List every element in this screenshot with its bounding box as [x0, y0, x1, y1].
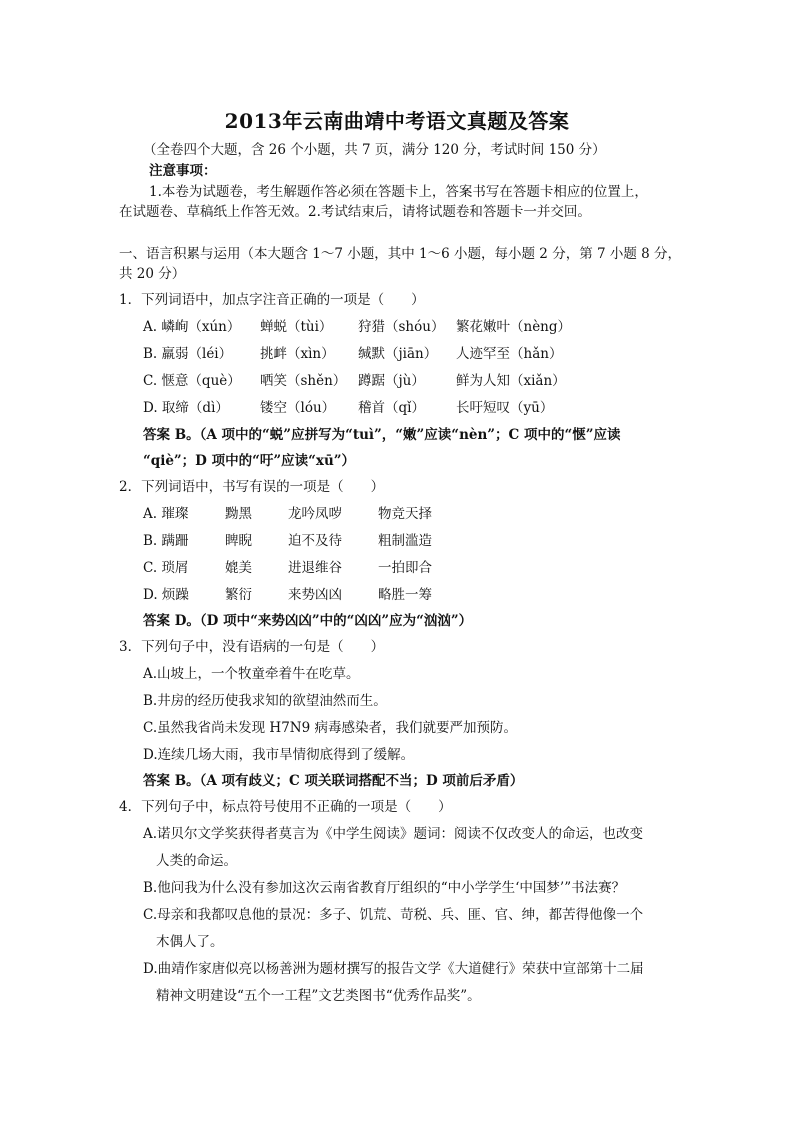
option-cell: 粗制滥造: [378, 533, 432, 549]
option-line: A.诺贝尔文学奖获得者莫言为《中学生阅读》题词：阅读不仅改变人的命运，也改变: [143, 826, 644, 842]
option-cell: 挑衅（xìn）: [260, 346, 335, 362]
option-cell: 鲜为人知（xiǎn）: [456, 373, 566, 389]
option-cell: 狩猎（shóu）: [358, 319, 445, 335]
option-line: 人类的命运。: [156, 853, 237, 869]
question-stem: 3．下列句子中，没有语病的一句是（ ）: [119, 639, 385, 655]
option-cell: A. 璀璨: [143, 506, 189, 522]
option-cell: 繁花嫩叶（nèng）: [456, 319, 572, 335]
option-cell: 长吁短叹（yū）: [456, 400, 554, 416]
option-cell: 进退维谷: [288, 560, 342, 576]
option-cell: 睥睨: [225, 533, 252, 549]
option-line: 木偶人了。: [156, 934, 224, 950]
option-cell: 蝉蜕（tùi）: [260, 319, 333, 335]
option-cell: 稽首（qǐ）: [358, 400, 425, 416]
option-cell: C. 惬意（què）: [143, 373, 241, 389]
question-stem: 2．下列词语中，书写有误的一项是（ ）: [119, 479, 385, 495]
notice-line: 1.本卷为试题卷，考生解题作答必须在答题卡上，答案书写在答题卡相应的位置上，: [149, 184, 648, 200]
section-heading: 共 20 分）: [119, 266, 186, 282]
option-cell: 人迹罕至（hǎn）: [456, 346, 563, 362]
option-line: D.连续几场大雨，我市旱情彻底得到了缓解。: [143, 747, 415, 763]
answer-line: 答案 B。（A 项中的“蜕”应拼写为“tuì”，“嫩”应读“nèn”；C 项中的“惬”应读: [143, 427, 621, 443]
option-line: D.曲靖作家唐似亮以杨善洲为题材撰写的报告文学《大道健行》荣获中宣部第十二届: [143, 961, 644, 977]
option-cell: 繁衍: [225, 587, 252, 603]
option-cell: 蹲踞（jù）: [358, 373, 425, 389]
option-cell: 一拍即合: [378, 560, 432, 576]
option-cell: 来势凶凶: [288, 587, 342, 603]
answer-line: “qiè”；D 项中的“吁”应读“xū”）: [143, 453, 356, 469]
page-title: 2013年云南曲靖中考语文真题及答案: [224, 109, 570, 133]
option-cell: D. 烦躁: [143, 587, 189, 603]
option-line: C.虽然我省尚未发现 H7N9 病毒感染者，我们就要严加预防。: [143, 720, 517, 736]
option-cell: 略胜一筹: [378, 587, 432, 603]
option-cell: 缄默（jiān）: [358, 346, 438, 362]
option-cell: 媲美: [225, 560, 252, 576]
section-heading: 一、语言积累与运用（本大题含 1～7 小题，其中 1～6 小题，每小题 2 分，第 7 小题 8 分，: [119, 246, 682, 262]
option-cell: 黝黑: [225, 506, 252, 522]
option-line: B.他问我为什么没有参加这次云南省教育厅组织的“中小学学生‘中国梦’”书法赛？: [143, 880, 626, 896]
option-cell: 哂笑（shěn）: [260, 373, 347, 389]
option-line: B.井房的经历使我求知的欲望油然而生。: [143, 693, 387, 709]
question-stem: 4．下列句子中，标点符号使用不正确的一项是（ ）: [119, 799, 452, 815]
notice-label: 注意事项：: [149, 163, 217, 179]
option-cell: D. 取缔（dì）: [143, 400, 229, 416]
option-cell: B. 羸弱（léi）: [143, 346, 233, 362]
option-cell: 物竞天择: [378, 506, 432, 522]
option-cell: B. 蹒跚: [143, 533, 189, 549]
option-cell: C. 琐屑: [143, 560, 189, 576]
exam-info: （全卷四个大题，含 26 个小题，共 7 页，满分 120 分，考试时间 150 分）: [143, 142, 606, 158]
option-line: A.山坡上，一个牧童牵着牛在吃草。: [143, 666, 360, 682]
option-line: C.母亲和我都叹息他的景况：多子、饥荒、苛税、兵、匪、官、绅，都苦得他像一个: [143, 907, 644, 923]
option-cell: 镂空（lóu）: [260, 400, 336, 416]
answer-line: 答案 D。（D 项中“来势凶凶”中的“凶凶”应为“汹汹”）: [143, 613, 473, 629]
answer-line: 答案 B。（A 项有歧义；C 项关联词搭配不当；D 项前后矛盾）: [143, 773, 524, 789]
option-cell: A. 嶙峋（xún）: [143, 319, 241, 335]
notice-line: 在试题卷、草稿纸上作答无效。2.考试结束后，请将试题卷和答题卡一并交回。: [119, 204, 591, 220]
option-cell: 迫不及待: [288, 533, 342, 549]
question-stem: 1．下列词语中，加点字注音正确的一项是（ ）: [119, 292, 425, 308]
option-line: 精神文明建设“五个一工程”文艺类图书“优秀作品奖”。: [156, 988, 481, 1004]
option-cell: 龙吟凤哕: [288, 506, 342, 522]
